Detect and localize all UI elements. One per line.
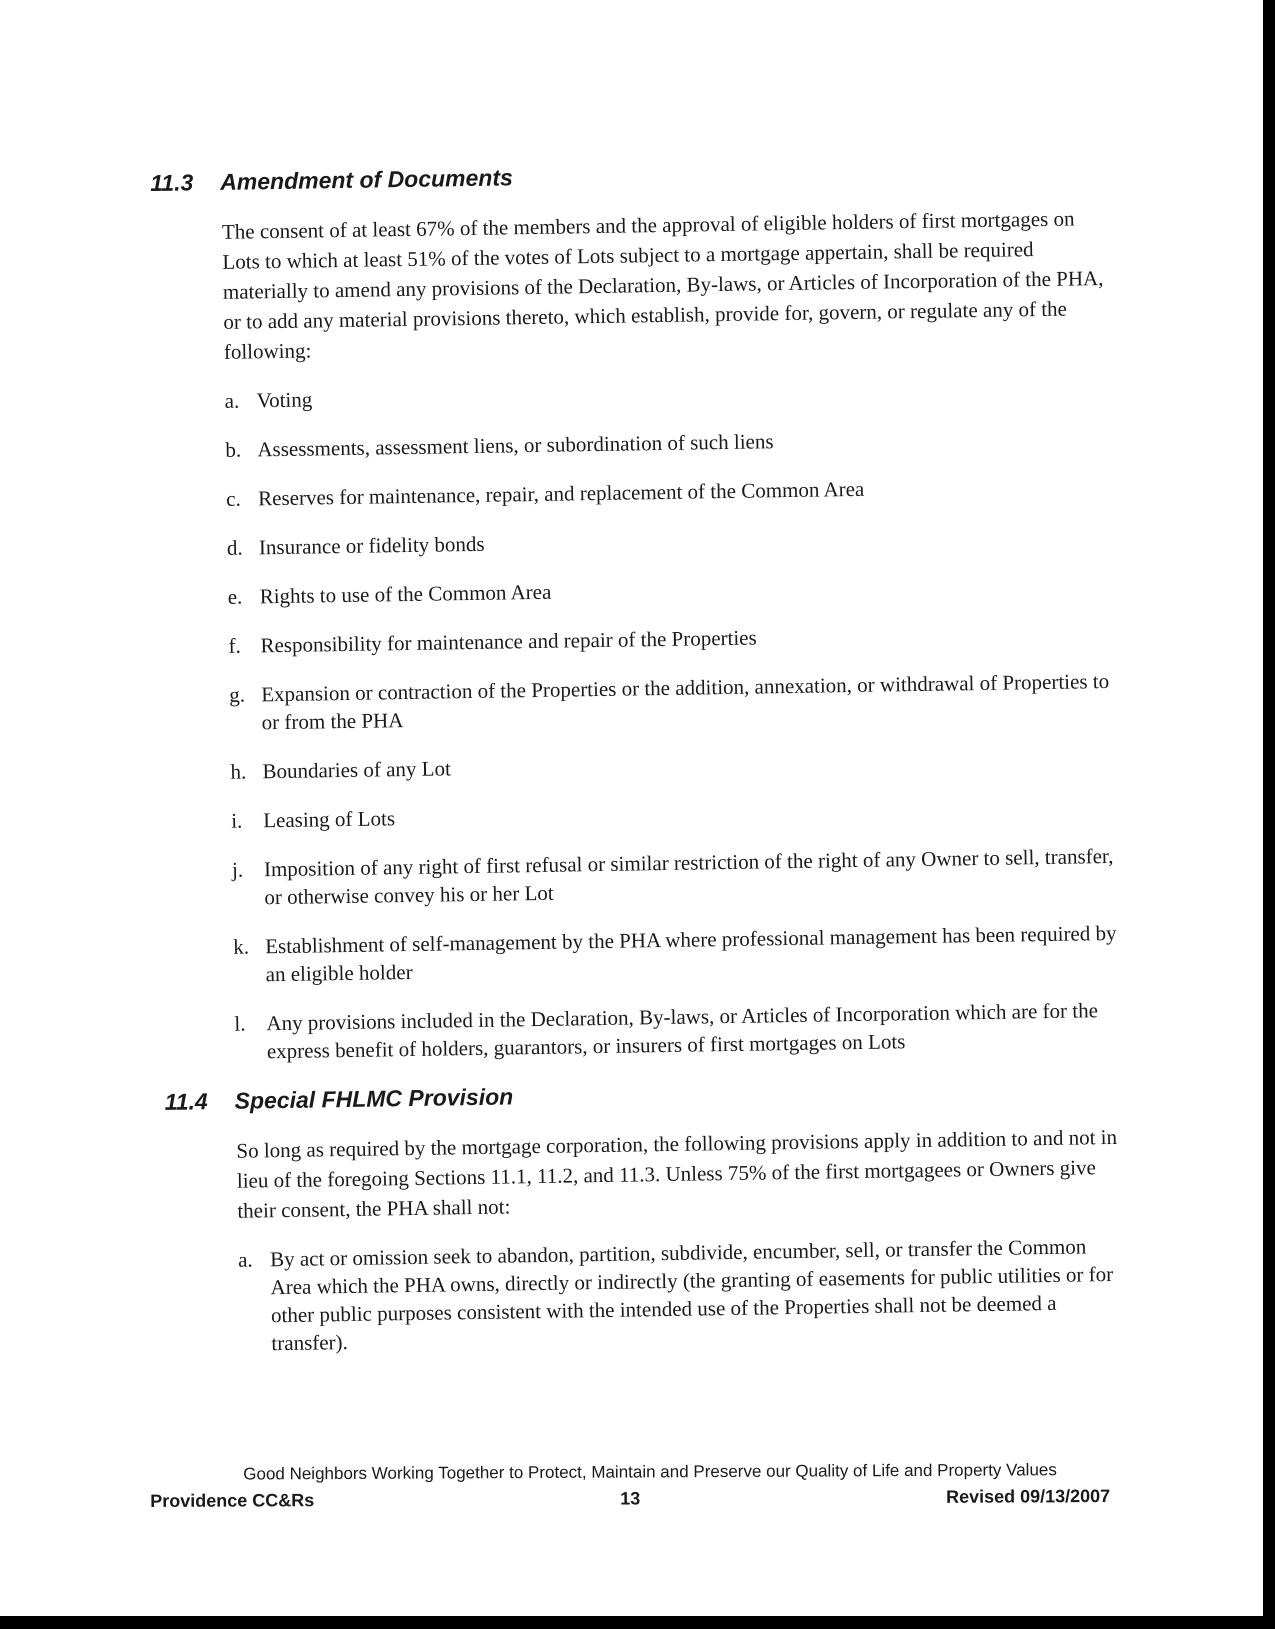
item-text: Imposition of any right of first refusal or similar restriction of the right of any Owner to sell, transfer, or otherwise convey his or her Lot [263,843,1114,910]
list-item [238,1232,1129,1358]
list-item [225,422,1114,464]
list-item [233,919,1123,989]
list-item [226,471,1115,513]
list-item [224,373,1113,415]
page-footer [150,1460,1110,1512]
footer-row [150,1486,1110,1512]
section-intro: The consent of at least 67% of the members and the approval of eligible holders of first mortgages on Lots to which at least 51% of the votes of Lots subject to a mortgage appertain, shall be required materially to amend any provisions of the Declaration, By-laws, or Articles of Incorporation of the PHA, or to add any material provisions thereto, which establish, provide for, govern, or regulate any of the following: [221,206,1104,364]
item-list [224,373,1124,1066]
item-letter: e. [227,584,243,609]
item-letter: h. [230,759,247,784]
item-text: Establishment of self-management by the PHA where professional management has been required by an eligible holder [265,920,1117,987]
item-letter: g. [229,682,246,707]
page-content [150,155,1129,1381]
list-item [228,618,1117,660]
list-item [227,569,1116,611]
item-text: Boundaries of any Lot [262,756,451,784]
section-number: 11.3 [150,169,194,196]
footer-page-number: 13 [620,1488,641,1509]
list-item [229,667,1119,737]
item-letter: a. [237,1247,253,1272]
item-letter: b. [225,437,242,462]
item-letter: j. [231,857,244,882]
footer-slogan: Good Neighbors Working Together to Protect, Maintain and Preserve our Quality of Life and Property Values [243,1460,1057,1484]
item-letter: l. [234,1011,246,1036]
item-text: Leasing of Lots [263,806,396,833]
section-title: Special FHLMC Provision [234,1083,514,1114]
section-11-3 [150,155,1124,1067]
item-letter: d. [226,535,243,560]
item-letter: i. [231,808,243,833]
section-title: Amendment of Documents [219,164,514,195]
section-intro: So long as required by the mortgage corporation, the following provisions apply in addition to and not in lieu of the foregoing Sections 11.1, 11.2, and 11.3. Unless 75% of the first mortgagees or Owners give their consent, the PHA shall not: [236,1124,1118,1223]
list-item [231,793,1120,835]
item-text: Assessments, assessment liens, or subordination of such liens [257,429,774,462]
section-number: 11.4 [164,1088,208,1115]
section-11-4 [164,1074,1128,1359]
footer-revised-date: Revised 09/13/2007 [945,1485,1111,1507]
item-list [238,1232,1129,1358]
list-item [234,996,1124,1066]
footer-doc-name: Providence CC&Rs [150,1490,315,1511]
item-letter: f. [228,633,241,658]
item-text: Reserves for maintenance, repair, and replacement of the Common Area [257,476,865,511]
item-text: Expansion or contraction of the Properties or the addition, annexation, or withdrawal of Properties to or from the PHA [261,668,1110,735]
item-text: By act or omission seek to abandon, partition, subdivide, encumber, sell, or transfer the Common Area which the PHA owns, directly or indirectly (the granting of easements for public utilities or for other public purposes consistent with the intended use of the Properties shall not be deemed a transfer). [269,1234,1114,1356]
section-heading [164,1074,1124,1116]
list-item [230,744,1119,786]
item-text: Insurance or fidelity bonds [258,531,485,560]
item-letter: k. [233,934,250,959]
item-letter: a. [224,388,240,413]
item-letter: c. [225,486,241,511]
list-item [227,520,1116,562]
item-text: Responsibility for maintenance and repair of the Properties [260,625,757,658]
item-text: Any provisions included in the Declaration, By-laws, or Articles of Incorporation which are for the express benefit of holders, guarantors, or insurers of first mortgages on Lots [266,998,1099,1064]
item-text: Voting [256,387,313,413]
item-text: Rights to use of the Common Area [259,579,552,609]
section-heading [150,155,1110,197]
list-item [232,842,1122,912]
